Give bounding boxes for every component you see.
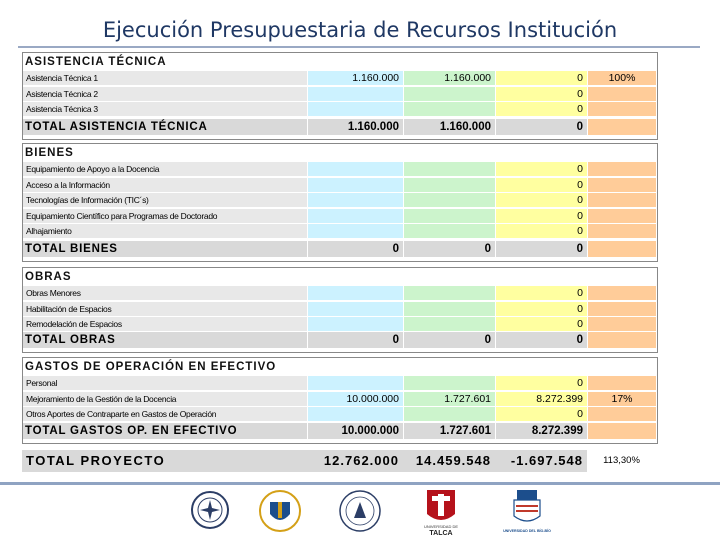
total-label: TOTAL ASISTENCIA TÉCNICA	[23, 119, 308, 136]
total-value: 0	[404, 332, 496, 349]
row-value	[588, 193, 657, 208]
total-value: 0	[496, 332, 588, 349]
row-label: Equipamiento de Apoyo a la Docencia	[23, 162, 308, 177]
row-label: Habilitación de Espacios	[23, 302, 308, 317]
row-value: 0	[496, 87, 588, 102]
section-3	[22, 357, 658, 444]
row-value	[308, 286, 404, 301]
biobio-text: UNIVERSIDAD DEL BÍO-BÍO	[503, 529, 551, 533]
row-value	[308, 317, 404, 332]
footer-divider	[0, 482, 720, 485]
row-value: 0	[496, 178, 588, 193]
table-row	[23, 193, 657, 208]
page-title: Ejecución Presupuestaria de Recursos Institución	[102, 18, 618, 42]
row-value	[404, 209, 496, 224]
total-value: 1.727.601	[404, 423, 496, 440]
row-value: 17%	[588, 392, 657, 407]
row-value	[308, 224, 404, 239]
total-value: 0	[308, 241, 404, 258]
row-label: Remodelación de Espacios	[23, 317, 308, 332]
row-value: 0	[496, 162, 588, 177]
row-label: Otros Aportes de Contraparte en Gastos de Operación	[23, 407, 308, 422]
total-value: 1.160.000	[404, 119, 496, 136]
universidad-de-magallanes-logo	[338, 488, 382, 534]
section-0	[22, 52, 658, 140]
title-divider	[18, 46, 700, 48]
talca-text: TALCA	[429, 530, 453, 536]
row-label: Personal	[23, 376, 308, 391]
total-value: 8.272.399	[496, 423, 588, 440]
row-value	[404, 317, 496, 332]
row-value: 100%	[588, 71, 657, 86]
row-value	[404, 407, 496, 422]
total-value	[588, 241, 657, 258]
row-value	[404, 102, 496, 117]
row-value: 1.727.601	[404, 392, 496, 407]
section-header: GASTOS DE OPERACIÓN EN EFECTIVO	[25, 361, 277, 373]
total-value	[588, 332, 657, 349]
universidad-catolica-de-temuco-logo	[258, 488, 302, 534]
row-value	[308, 302, 404, 317]
row-value	[308, 209, 404, 224]
table-row	[23, 224, 657, 239]
total-label: TOTAL OBRAS	[23, 332, 308, 349]
row-label: Equipamiento Científico para Programas de Doctorado	[23, 209, 308, 224]
project-total-budget: 12.762.000	[307, 450, 403, 472]
table-row	[23, 102, 657, 117]
row-value	[588, 87, 657, 102]
row-value: 10.000.000	[308, 392, 404, 407]
row-value	[404, 376, 496, 391]
section-header: BIENES	[25, 147, 74, 159]
section-total-row	[23, 332, 657, 349]
row-label: Asistencia Técnica 2	[23, 87, 308, 102]
total-value: 0	[496, 119, 588, 136]
total-value: 1.160.000	[308, 119, 404, 136]
total-value: 0	[308, 332, 404, 349]
total-value: 0	[496, 241, 588, 258]
section-2	[22, 267, 658, 353]
row-value: 0	[496, 193, 588, 208]
row-value: 0	[496, 71, 588, 86]
section-total-row	[23, 241, 657, 258]
total-value	[588, 119, 657, 136]
row-label: Obras Menores	[23, 286, 308, 301]
row-value: 0	[496, 302, 588, 317]
total-value	[588, 423, 657, 440]
table-row	[23, 71, 657, 86]
row-value	[588, 178, 657, 193]
row-value	[588, 286, 657, 301]
row-value	[588, 162, 657, 177]
row-label: Asistencia Técnica 3	[23, 102, 308, 117]
row-value	[588, 317, 657, 332]
row-value	[588, 102, 657, 117]
row-value: 0	[496, 407, 588, 422]
row-value	[404, 178, 496, 193]
table-row	[23, 286, 657, 301]
row-value	[588, 209, 657, 224]
section-total-row	[23, 119, 657, 136]
row-value	[404, 286, 496, 301]
row-value	[404, 162, 496, 177]
total-value: 10.000.000	[308, 423, 404, 440]
row-value	[588, 376, 657, 391]
project-total-row	[22, 450, 656, 472]
total-label: TOTAL GASTOS OP. EN EFECTIVO	[23, 423, 308, 440]
row-value: 0	[496, 209, 588, 224]
row-value	[308, 87, 404, 102]
row-value	[308, 102, 404, 117]
row-value	[308, 407, 404, 422]
row-value	[404, 224, 496, 239]
row-value	[404, 193, 496, 208]
project-total-percent: 113,30%	[587, 450, 656, 472]
total-value: 0	[404, 241, 496, 258]
universidad-de-talca-logo	[424, 488, 458, 536]
total-label: TOTAL BIENES	[23, 241, 308, 258]
section-header: OBRAS	[25, 271, 72, 283]
row-value: 0	[496, 376, 588, 391]
section-header: ASISTENCIA TÉCNICA	[25, 56, 167, 68]
project-total-label: TOTAL PROYECTO	[22, 450, 307, 472]
row-value: 0	[496, 286, 588, 301]
table-row	[23, 317, 657, 332]
table-row	[23, 87, 657, 102]
project-total-executed: 14.459.548	[403, 450, 495, 472]
row-value	[588, 407, 657, 422]
row-label: Tecnologías de Información (TIC´s)	[23, 193, 308, 208]
universidad-del-bio-bio-logo	[502, 488, 552, 534]
row-value	[404, 302, 496, 317]
talca-subtext: UNIVERSIDAD DE	[424, 524, 458, 529]
row-value	[588, 302, 657, 317]
table-row	[23, 392, 657, 407]
row-label: Mejoramiento de la Gestión de la Docencia	[23, 392, 308, 407]
row-value	[404, 87, 496, 102]
row-value	[308, 162, 404, 177]
row-value: 0	[496, 317, 588, 332]
row-value: 8.272.399	[496, 392, 588, 407]
row-value	[308, 193, 404, 208]
row-value	[308, 178, 404, 193]
section-total-row	[23, 423, 657, 440]
table-row	[23, 302, 657, 317]
section-1	[22, 143, 658, 262]
university-seal-1-logo	[190, 488, 230, 532]
row-value: 0	[496, 102, 588, 117]
row-value: 1.160.000	[404, 71, 496, 86]
row-value: 0	[496, 224, 588, 239]
table-row	[23, 407, 657, 422]
table-row	[23, 162, 657, 177]
row-value: 1.160.000	[308, 71, 404, 86]
project-total-balance: -1.697.548	[495, 450, 587, 472]
row-label: Alhajamiento	[23, 224, 308, 239]
table-row	[23, 209, 657, 224]
row-value	[308, 376, 404, 391]
table-row	[23, 178, 657, 193]
row-label: Asistencia Técnica 1	[23, 71, 308, 86]
row-value	[588, 224, 657, 239]
table-row	[23, 376, 657, 391]
row-label: Acceso a la Información	[23, 178, 308, 193]
